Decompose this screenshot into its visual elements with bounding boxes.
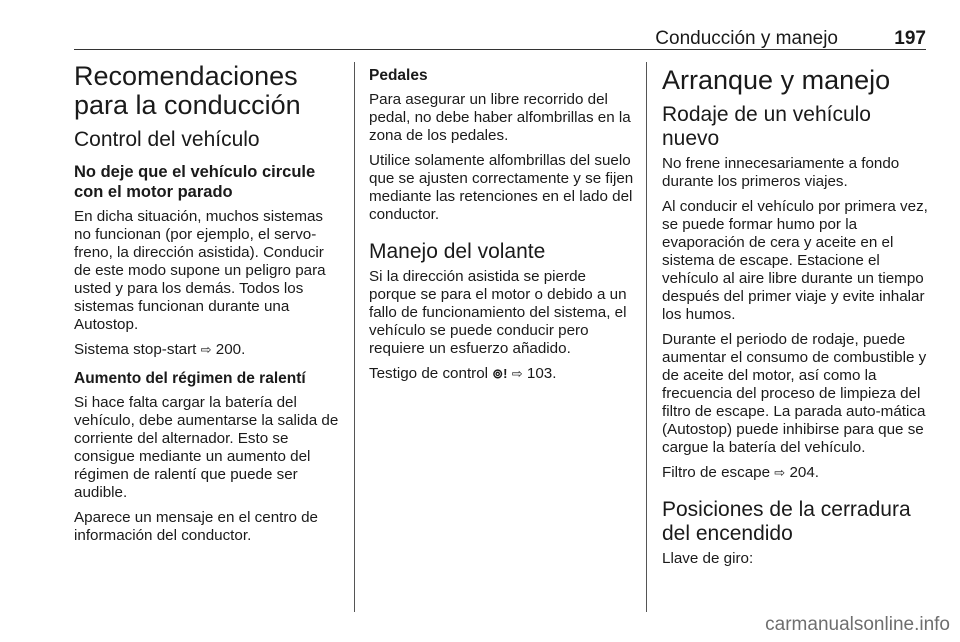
reference-page: 103. <box>526 365 557 382</box>
column-divider <box>354 62 355 612</box>
column-1 <box>74 62 344 552</box>
arrow-icon: ⇨ <box>200 342 212 357</box>
section-heading: Rodaje de un vehículo nuevo <box>662 103 871 150</box>
reference-text: Testigo de control <box>369 365 489 382</box>
warning-lamp-icon: ⊚! <box>492 366 508 381</box>
reference-page: 204. <box>789 464 819 481</box>
page-header <box>74 26 926 50</box>
chapter-title: Arranque y manejo <box>662 65 891 95</box>
subsection-heading: Pedales <box>369 67 428 84</box>
cross-reference <box>369 365 634 383</box>
paragraph: Si la dirección asistida se pierde porque se para el motor o debido a un fallo de funcionamiento del sistema, el vehículo se puede conducir pero requiere un esfuerzo añadido. <box>369 268 627 357</box>
paragraph: En dicha situación, muchos sistemas no funcionan (por ejemplo, el servo-freno, la dirección asistida). Conducir de este modo supone un peligro para usted y para los demás. Todos los sistemas funcionan durante una Autostop. <box>74 208 326 333</box>
section-title: Conducción y manejo <box>655 28 838 49</box>
paragraph: Para asegurar un libre recorrido del pedal, no debe haber alfombrillas en la zona de los pedales. <box>369 91 631 144</box>
reference-page: 200. <box>215 341 246 358</box>
reference-text: Filtro de escape <box>662 464 771 481</box>
paragraph: Llave de giro: <box>662 550 754 567</box>
paragraph: Durante el periodo de rodaje, puede aumentar el consumo de combustible y de aceite del motor, así como la frecuencia del proceso de limpieza del filtro de escape. La parada auto-mática (Autostop) puede inhibirse para que se cargue la batería del vehículo. <box>662 331 927 456</box>
cross-reference <box>74 341 344 359</box>
paragraph: Aparece un mensaje en el centro de información del conductor. <box>74 509 319 544</box>
column-3 <box>662 62 928 575</box>
cross-reference <box>662 464 928 482</box>
section-heading: Manejo del volante <box>369 240 546 263</box>
chapter-title: Recomendaciones para la conducción <box>74 61 301 120</box>
column-2 <box>369 62 634 390</box>
column-divider <box>646 62 647 612</box>
header-rule <box>74 49 926 50</box>
section-heading: Posiciones de la cerradura del encendido <box>662 498 911 545</box>
arrow-icon: ⇨ <box>774 465 786 480</box>
subsection-heading: Aumento del régimen de ralentí <box>74 370 306 387</box>
reference-text: Sistema stop-start <box>74 341 197 358</box>
watermark: carmanualsonline.info <box>765 614 950 635</box>
paragraph: Si hace falta cargar la batería del vehículo, debe aumentarse la salida de corriente del alternador. Esto se consigue mediante un aumento del régimen de ralentí que puede ser audible. <box>74 394 339 501</box>
subsection-heading: No deje que el vehículo circule con el motor parado <box>74 163 316 201</box>
paragraph: Utilice solamente alfombrillas del suelo que se ajusten correctamente y se fijen mediante las retenciones en el lado del conductor. <box>369 152 634 223</box>
arrow-icon: ⇨ <box>511 366 523 381</box>
paragraph: No frene innecesariamente a fondo durante los primeros viajes. <box>662 155 900 190</box>
section-heading: Control del vehículo <box>74 128 260 151</box>
page-number: 197 <box>894 28 926 49</box>
paragraph: Al conducir el vehículo por primera vez, se puede formar humo por la evaporación de cera y aceite en el sistema de escape. Estacione el vehículo al aire libre durante un tiempo después del primer viaje y evite inhalar los humos. <box>662 198 928 323</box>
